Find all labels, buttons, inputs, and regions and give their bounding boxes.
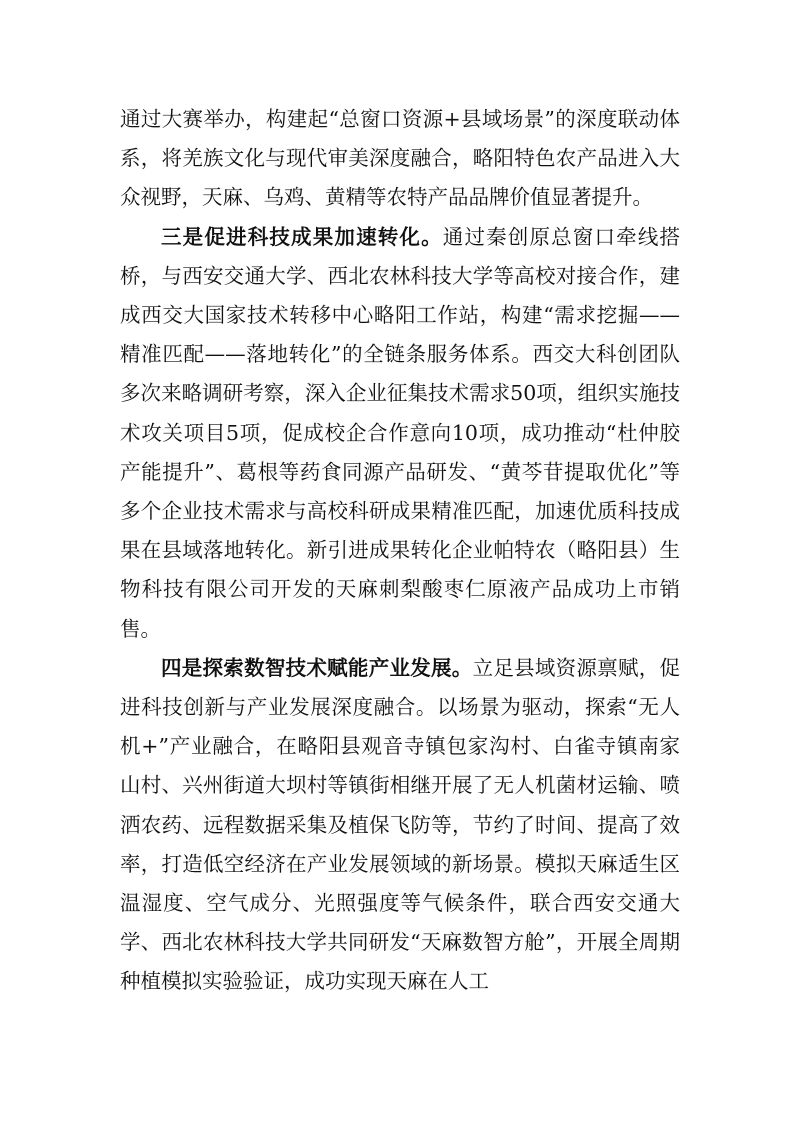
paragraph-continuation (120, 100, 680, 218)
paragraph-text: 立足县域资源禀赋，促进科技创新与产业发展深度融合。以场景为驱动，探索“无人机+”产业融合，在略阳县观音寺镇包家沟村、白雀寺镇南家山村、兴州街道大坝村等镇街相继开展了无人机菌材运输、喷洒农药、远程数据采集及植保飞防等，节约了时间、提高了效率，打造低空经济在产业发展领域的新场景。模拟天麻适生区温湿度、空气成分、光照强度等气候条件，联合西安交通大学、西北农林科技大学共同研发“天麻数智方舱”，开展全周期种植模拟实验验证，成功实现天麻在人工 (120, 655, 680, 994)
paragraph-tech-transfer (120, 218, 680, 649)
paragraph-lead: 四是探索数智技术赋能产业发展。 (161, 655, 473, 680)
paragraph-lead: 三是促进科技成果加速转化。 (161, 224, 443, 249)
paragraph-digital-tech (120, 649, 680, 1002)
paragraph-text: 通过秦创原总窗口牵线搭桥，与西安交通大学、西北农林科技大学等高校对接合作，建成西交大国家技术转移中心略阳工作站，构建“需求挖掘——精准匹配——落地转化”的全链条服务体系。西交大科创团队多次来略调研考察，深入企业征集技术需求50项，组织实施技术攻关项目5项，促成校企合作意向10项，成功推动“杜仲胶产能提升”、葛根等药食同源产品研发、“黄芩苷提取优化”等多个企业技术需求与高校科研成果精准匹配，加速优质科技成果在县域落地转化。新引进成果转化企业帕特农（略阳县）生物科技有限公司开发的天麻刺梨酸枣仁原液产品成功上市销售。 (120, 224, 681, 641)
paragraph-text: 通过大赛举办，构建起“总窗口资源+县域场景”的深度联动体系，将羌族文化与现代审美深度融合，略阳特色农产品进入大众视野，天麻、乌鸡、黄精等农特产品品牌价值显著提升。 (120, 107, 680, 210)
document-body (120, 100, 680, 1002)
